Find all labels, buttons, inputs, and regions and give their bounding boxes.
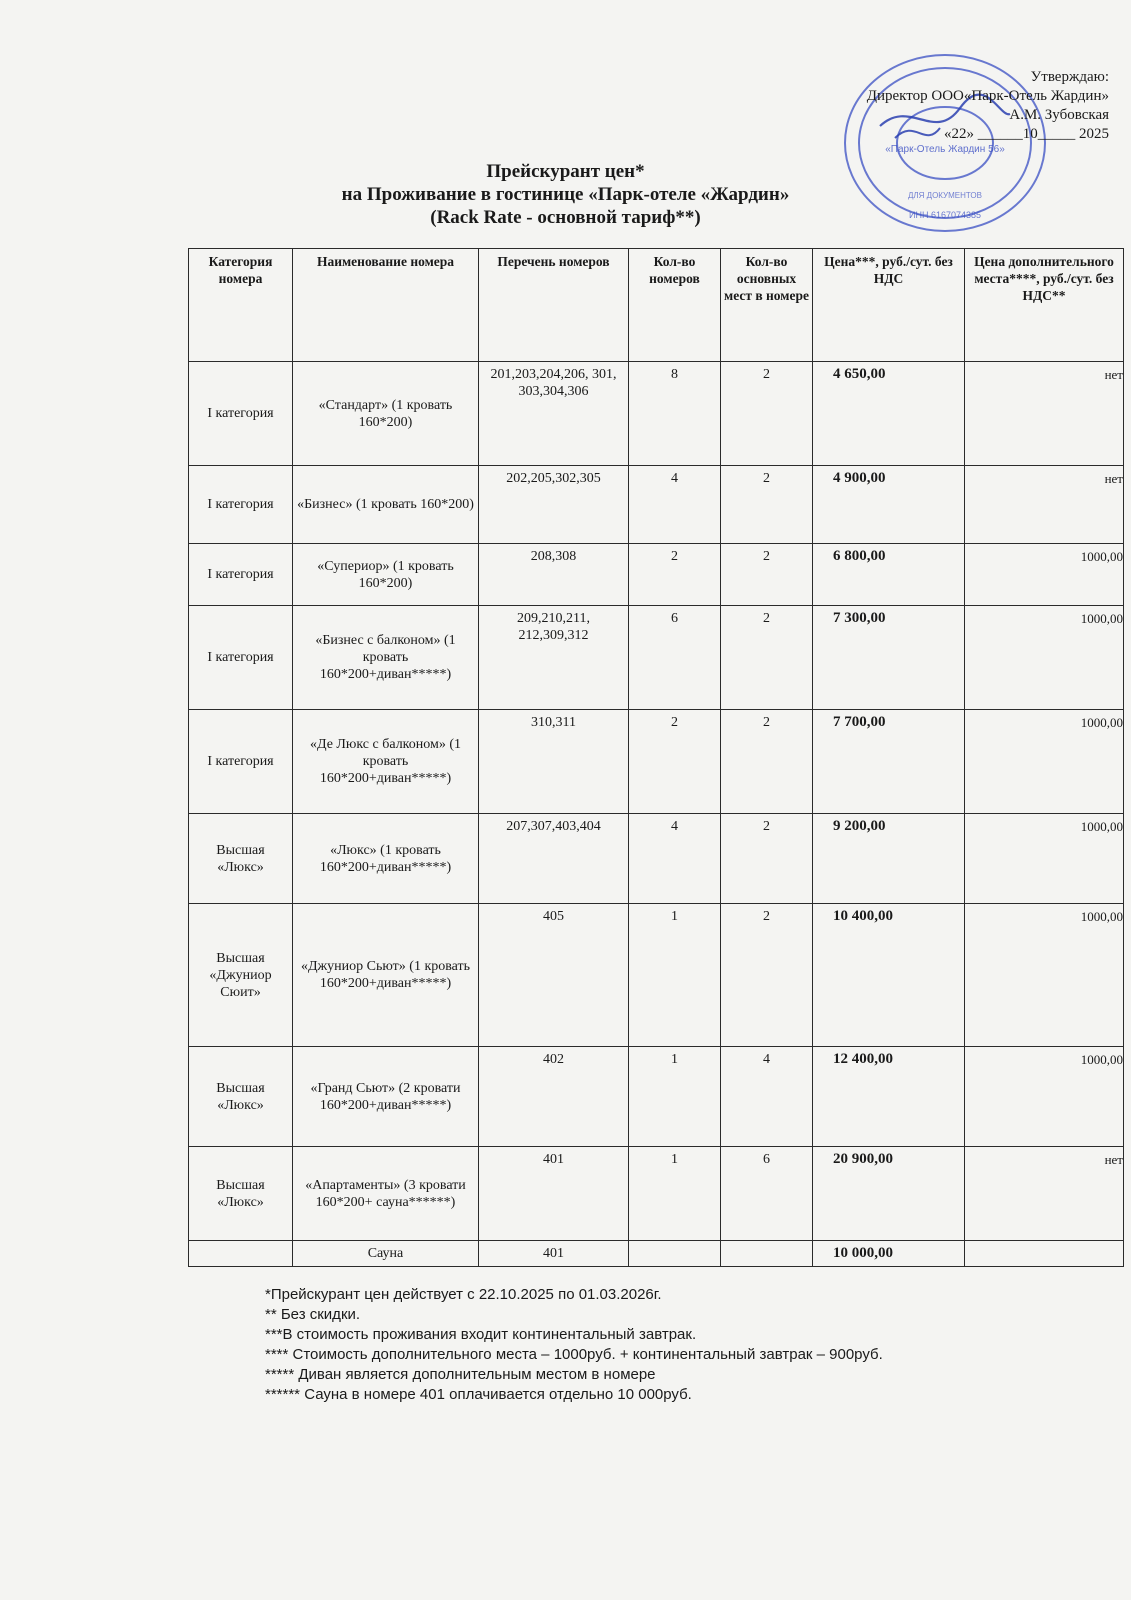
cell-price: 10 000,00 xyxy=(813,1241,965,1267)
header-price: Цена***, руб./сут. без НДС xyxy=(813,249,965,362)
cell-beds xyxy=(721,1241,813,1267)
cell-rooms: 405 xyxy=(479,904,629,1047)
table-row xyxy=(189,904,1124,1047)
cell-category: Высшая «Люкс» xyxy=(189,1047,293,1147)
cell-rooms: 208,308 xyxy=(479,544,629,606)
footnotes xyxy=(265,1285,883,1405)
cell-name: «Супериор» (1 кровать 160*200) xyxy=(293,544,479,606)
cell-category: I категория xyxy=(189,362,293,466)
cell-price: 4 650,00 xyxy=(813,362,965,466)
cell-count: 1 xyxy=(629,1047,721,1147)
title-line2: на Проживание в гостинице «Парк-отеле «Жардин» xyxy=(341,184,790,205)
cell-category: Высшая «Джуниор Сюит» xyxy=(189,904,293,1047)
stamp-inn-text: ИНН 6167074385 xyxy=(908,210,982,220)
cell-price: 7 700,00 xyxy=(813,710,965,814)
cell-extra: нет xyxy=(965,362,1124,466)
cell-name: «Люкс» (1 кровать 160*200+диван*****) xyxy=(293,814,479,904)
cell-count: 4 xyxy=(629,814,721,904)
cell-name: «Стандарт» (1 кровать 160*200) xyxy=(293,362,479,466)
cell-extra: 1000,00 xyxy=(965,814,1124,904)
footnote: ***** Диван является дополнительным местом в номере xyxy=(265,1366,656,1383)
cell-price: 7 300,00 xyxy=(813,606,965,710)
footnote: ****** Сауна в номере 401 оплачивается отдельно 10 000руб. xyxy=(265,1386,692,1403)
header-category: Категория номера xyxy=(189,249,293,362)
cell-count xyxy=(629,1241,721,1267)
table-row xyxy=(189,1047,1124,1147)
cell-price: 12 400,00 xyxy=(813,1047,965,1147)
cell-category: Высшая «Люкс» xyxy=(189,814,293,904)
cell-category: I категория xyxy=(189,710,293,814)
cell-name: «Бизнес с балконом» (1 кровать 160*200+диван*****) xyxy=(293,606,479,710)
cell-extra: нет xyxy=(965,466,1124,544)
stamp-inner-text: «Парк-Отель Жардин 56» xyxy=(885,144,1005,155)
cell-rooms: 209,210,211, 212,309,312 xyxy=(479,606,629,710)
cell-name: «Бизнес» (1 кровать 160*200) xyxy=(293,466,479,544)
cell-extra: 1000,00 xyxy=(965,710,1124,814)
cell-extra: 1000,00 xyxy=(965,606,1124,710)
cell-price: 9 200,00 xyxy=(813,814,965,904)
cell-category: I категория xyxy=(189,606,293,710)
cell-rooms: 207,307,403,404 xyxy=(479,814,629,904)
cell-price: 20 900,00 xyxy=(813,1147,965,1241)
cell-category: I категория xyxy=(189,466,293,544)
cell-beds: 2 xyxy=(721,544,813,606)
cell-count: 2 xyxy=(629,544,721,606)
title-line3: (Rack Rate - основной тариф**) xyxy=(430,207,701,228)
cell-beds: 2 xyxy=(721,710,813,814)
cell-name: «Апартаменты» (3 кровати 160*200+ сауна******) xyxy=(293,1147,479,1241)
cell-rooms: 202,205,302,305 xyxy=(479,466,629,544)
header-count: Кол-во номеров xyxy=(629,249,721,362)
header-rooms: Перечень номеров xyxy=(479,249,629,362)
table-row xyxy=(189,606,1124,710)
price-table xyxy=(188,248,1124,1267)
table-row xyxy=(189,710,1124,814)
cell-count: 1 xyxy=(629,904,721,1047)
stamp-docs-text: ДЛЯ ДОКУМЕНТОВ xyxy=(907,191,983,200)
cell-extra xyxy=(965,1241,1124,1267)
cell-category: Высшая «Люкс» xyxy=(189,1147,293,1241)
header-extra: Цена дополнительного места****, руб./сут. без НДС** xyxy=(965,249,1124,362)
table-row xyxy=(189,1241,1124,1267)
approval-line3: А.М. Зубовская xyxy=(1009,107,1109,123)
approval-line4: «22» ______10_____ 2025 xyxy=(944,126,1109,142)
title-line1: Прейскурант цен* xyxy=(486,161,645,182)
cell-count: 1 xyxy=(629,1147,721,1241)
table-row xyxy=(189,544,1124,606)
table-row xyxy=(189,362,1124,466)
cell-beds: 2 xyxy=(721,606,813,710)
cell-category xyxy=(189,1241,293,1267)
cell-name: «Джуниор Сьют» (1 кровать 160*200+диван*****) xyxy=(293,904,479,1047)
approval-block xyxy=(867,68,1109,144)
table-header-row xyxy=(189,249,1124,362)
cell-price: 6 800,00 xyxy=(813,544,965,606)
cell-extra: 1000,00 xyxy=(965,904,1124,1047)
cell-category: I категория xyxy=(189,544,293,606)
cell-count: 6 xyxy=(629,606,721,710)
document-title xyxy=(0,160,1131,229)
cell-extra: 1000,00 xyxy=(965,1047,1124,1147)
cell-price: 4 900,00 xyxy=(813,466,965,544)
footnote: ** Без скидки. xyxy=(265,1306,361,1323)
approval-line1: Утверждаю: xyxy=(1030,69,1109,85)
cell-rooms: 401 xyxy=(479,1147,629,1241)
footnote: *Прейскурант цен действует с 22.10.2025 по 01.03.2026г. xyxy=(265,1286,662,1303)
table-row xyxy=(189,466,1124,544)
cell-count: 2 xyxy=(629,710,721,814)
footnote: **** Стоимость дополнительного места – 1000руб. + континентальный завтрак – 900руб. xyxy=(265,1346,883,1363)
cell-rooms: 201,203,204,206, 301, 303,304,306 xyxy=(479,362,629,466)
table-row xyxy=(189,1147,1124,1241)
cell-rooms: 402 xyxy=(479,1047,629,1147)
cell-rooms: 310,311 xyxy=(479,710,629,814)
cell-extra: нет xyxy=(965,1147,1124,1241)
cell-rooms: 401 xyxy=(479,1241,629,1267)
cell-beds: 2 xyxy=(721,814,813,904)
table-row xyxy=(189,814,1124,904)
cell-count: 4 xyxy=(629,466,721,544)
cell-extra: 1000,00 xyxy=(965,544,1124,606)
cell-beds: 6 xyxy=(721,1147,813,1241)
approval-line2: Директор ООО«Парк-Отель Жардин» xyxy=(866,88,1109,104)
cell-beds: 4 xyxy=(721,1047,813,1147)
cell-count: 8 xyxy=(629,362,721,466)
cell-beds: 2 xyxy=(721,362,813,466)
cell-beds: 2 xyxy=(721,904,813,1047)
cell-name: «Де Люкс с балконом» (1 кровать 160*200+диван*****) xyxy=(293,710,479,814)
footnote: ***В стоимость проживания входит континентальный завтрак. xyxy=(265,1326,697,1343)
cell-name: Сауна xyxy=(293,1241,479,1267)
cell-price: 10 400,00 xyxy=(813,904,965,1047)
cell-beds: 2 xyxy=(721,466,813,544)
header-name: Наименование номера xyxy=(293,249,479,362)
header-beds: Кол-во основных мест в номере xyxy=(721,249,813,362)
cell-name: «Гранд Сьют» (2 кровати 160*200+диван*****) xyxy=(293,1047,479,1147)
